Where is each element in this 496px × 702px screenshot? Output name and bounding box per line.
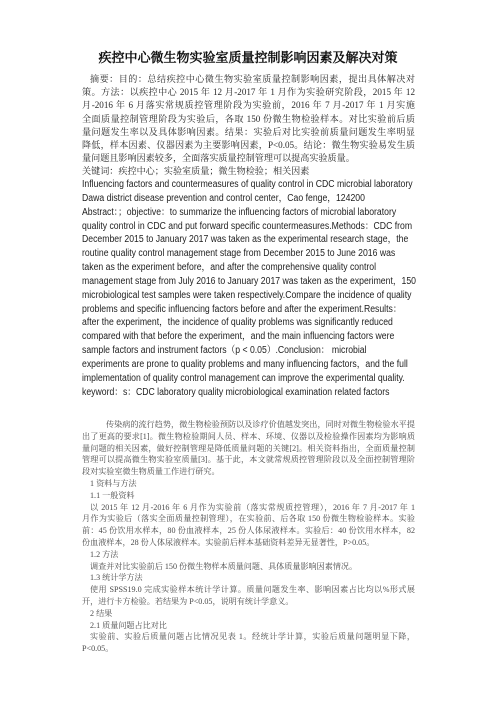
english-abstract-line: quality control in CDC and put forward specific countermeasures.Methods：CDC from: [82, 220, 413, 232]
english-abstract-line: December 2015 to January 2017 was taken as the experimental research stage，the: [82, 234, 409, 246]
body-text: [82, 419, 415, 655]
body-text-line: 前：45 份饮用水样本，80 份血液样本，25 份人体尿液样本。实验后：40 份饮用水样本，82: [82, 526, 415, 536]
body-text-line: P<0.05。: [82, 644, 114, 654]
paper-title: 疾控中心微生物实验室质量控制影响因素及解决对策: [98, 50, 398, 65]
subsection-heading: 2.1 质量问题占比对比: [90, 620, 167, 630]
chinese-abstract-line: 降低，样本因素、仪器因素为主要影响因素，P<0.05。结论：微生物实验易发生质: [82, 140, 415, 151]
english-abstract-line: experiments are prone to quality problems and many influencing factors，and the full: [82, 358, 408, 370]
english-abstract-line: compared with that before the experiment，and the main influencing factors were: [82, 331, 395, 343]
subsection-heading: 1.2 方法: [90, 549, 119, 559]
english-abstract-line: microbiological test samples were taken respectively.Compare the incidence of quality: [82, 289, 412, 301]
body-text-line: 实验前、实验后质量问题占比情况见表 1。经统计学计算，实验后质量问题明显下降，: [90, 632, 415, 642]
english-abstract-line: implementation of quality control management can improve the experimental quality.: [82, 372, 405, 384]
body-text-line: 调查并对比实验前后 150 份微生物样本质量问题、具体质量影响因素情况。: [90, 561, 358, 571]
english-abstract-line: management stage from July 2016 to January 2017 was taken as the experiment，150: [82, 275, 417, 287]
body-text-line: 以 2015 年 12 月-2016 年 6 月作为实验前（落实常规质控管理），2016 年 7 月-2017 年 1: [90, 502, 415, 512]
chinese-abstract-line: 全面质量控制管理阶段为实验后，各取 150 份微生物检验样本。对比实验前后质: [82, 113, 415, 124]
body-text-line: 量问题的相关因素，做好控制管理是降低质量问题的关键[2]。相关资料指出，全面质量控制: [82, 443, 415, 453]
chinese-abstract-line: 策。方法：以疾控中心 2015 年 12 月-2017 年 1 月作为实验研究阶段，2015 年 12: [82, 87, 415, 98]
english-abstract-line: routine quality control management stage from December 2015 to June 2016 was: [82, 248, 396, 260]
body-text-line: 传染病的流行趋势，微生物检验预防以及诊疗价值越发突出，同时对微生物检验水平提: [106, 420, 415, 429]
chinese-keywords: 关键词：疾控中心；实验室质量；微生物检验；相关因素: [82, 166, 310, 177]
chinese-abstract-line: 月-2016 年 6 月落实常规质控管理阶段为实验前，2016 年 7 月-2017 年 1 月实施: [82, 100, 415, 111]
chinese-abstract-line: 量问题发生率以及具体影响因素。结果：实验后对比实验前质量问题发生率明显: [82, 126, 415, 137]
english-abstract-line: problems and specific influencing factors before and after the experiment.Results：: [82, 303, 402, 315]
body-text-line: 出了更高的要求[1]。微生物检验期间人员、样本、环境、仪器以及检验操作因素均为影响质: [82, 431, 415, 441]
body-text-line: 开，进行卡方检验。若结果为 P<0.05，说明有统计学意义。: [82, 596, 294, 606]
subsection-heading: 1.3 统计学方法: [90, 573, 143, 583]
chinese-abstract: [82, 73, 415, 179]
english-abstract-line: sample factors and instrument factors（p < 0.05）.Conclusion： microbial: [82, 345, 367, 357]
english-keywords: keyword：s：CDC laboratory quality microbiological examination related factors: [82, 386, 390, 398]
chinese-abstract-line: 量问题且影响因素较多，全面落实质量控制管理可以提高实验质量。: [82, 153, 355, 164]
body-text-line: 份血液样本，28 份人体尿液样本。实验前后样本基础资料差异无显著性，P>0.05。: [82, 537, 375, 547]
english-abstract-line: taken as the experiment before，and after the comprehensive quality control: [82, 262, 376, 274]
body-text-line: 使用 SPSS19.0 完成实验样本统计学计算。质量问题发生率、影响因素占比均以%形式展: [90, 585, 415, 595]
body-text-line: 月作为实验后（落实全面质量控制管理），在实验前、后各取 150 份微生物检验样本。实验: [82, 514, 415, 524]
subsection-heading: 1.1 一般资料: [90, 490, 135, 500]
body-text-line: 管理可以提高微生物实验室质量[3]。基于此，本文就常规质控管理阶段以及全面控制管理阶: [82, 455, 415, 465]
english-affiliation: Dawa district disease prevention and control center，Cao fenge，124200: [82, 192, 365, 204]
body-text-line: 段对实验室微生物质量工作进行研究。: [82, 467, 220, 477]
section-heading: 2 结果: [90, 608, 113, 618]
section-heading: 1 资料与方法: [90, 478, 137, 488]
english-title: Influencing factors and countermeasures of quality control in CDC microbial laboratory: [82, 179, 413, 190]
english-abstract-line: after the experiment，the incidence of quality problems was significantly reduced: [82, 317, 393, 329]
english-abstract-line: Abstract：；objective：to summarize the influencing factors of microbial laboratory: [82, 206, 397, 218]
chinese-abstract-line: 摘要：目的：总结疾控中心微生物实验室质量控制影响因素，提出具体解决对: [90, 74, 415, 84]
english-abstract: [82, 178, 462, 400]
